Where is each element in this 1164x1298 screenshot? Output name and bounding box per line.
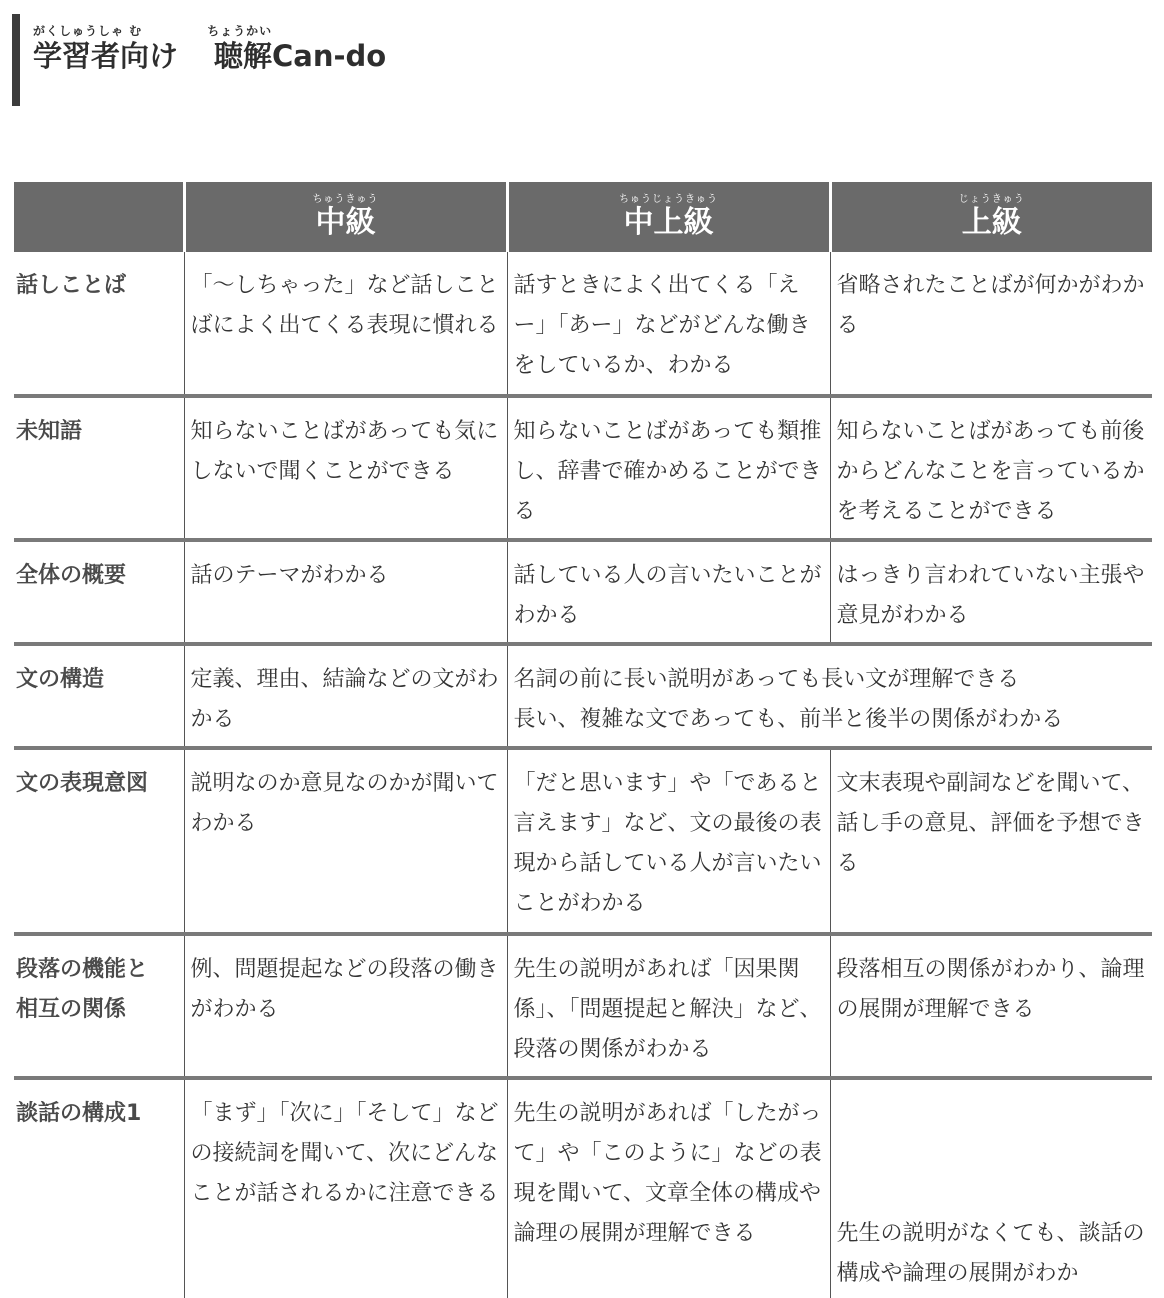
cell-advanced: はっきり言われていない主張や意見がわかる	[830, 540, 1152, 644]
row-header-line-1: 段落の機能と	[16, 957, 149, 982]
table-row	[14, 1078, 1152, 1298]
table-row	[14, 934, 1152, 1078]
row-header: 文の表現意図	[14, 748, 184, 934]
table-row	[14, 252, 1152, 396]
row-header-line-2: 相互の関係	[16, 997, 127, 1022]
table-row	[14, 644, 1152, 748]
row-header: 文の構造	[14, 644, 184, 748]
row-header: 全体の概要	[14, 540, 184, 644]
header-upper-intermediate: ちゅうじょうきゅう 中上級	[507, 182, 830, 252]
title-left: 学習者向け	[33, 39, 179, 73]
row-header: 談話の構成1	[14, 1078, 184, 1298]
row-header: 未知語	[14, 396, 184, 540]
header-advanced: じょうきゅう 上級	[830, 182, 1152, 252]
row-header	[14, 934, 184, 1078]
page-title	[33, 22, 386, 74]
header-intermediate: ちゅうきゅう 中級	[184, 182, 507, 252]
merged-line-1: 名詞の前に長い説明があっても長い文が理解できる	[513, 667, 1020, 692]
title-accent-bar	[12, 14, 20, 106]
cell-upper-intermediate: 先生の説明があれば「したがって」や「このように」などの表現を聞いて、文章全体の構成や論理の展開が理解できる	[507, 1078, 830, 1298]
cell-advanced: 省略されたことばが何かがわかる	[830, 252, 1152, 396]
cell-advanced: 文末表現や副詞などを聞いて、話し手の意見、評価を予想できる	[830, 748, 1152, 934]
cell-intermediate: 例、問題提起などの段落の働きがわかる	[184, 934, 507, 1078]
cando-table	[14, 182, 1152, 1298]
cell-intermediate: 話のテーマがわかる	[184, 540, 507, 644]
cell-intermediate: 「まず」「次に」「そして」などの接続詞を聞いて、次にどんなことが話されるかに注意できる	[184, 1078, 507, 1298]
merged-line-2: 長い、複雑な文であっても、前半と後半の関係がわかる	[513, 707, 1064, 732]
cell-upper-intermediate: 先生の説明があれば「因果関係」、「問題提起と解決」など、段落の関係がわかる	[507, 934, 830, 1078]
cell-intermediate: 説明なのか意見なのかが聞いてわかる	[184, 748, 507, 934]
table-header-row	[14, 182, 1152, 252]
cell-upper-intermediate: 知らないことばがあっても類推し、辞書で確かめることができる	[507, 396, 830, 540]
table-row	[14, 396, 1152, 540]
cell-intermediate: 知らないことばがあっても気にしないで聞くことができる	[184, 396, 507, 540]
cell-upper-intermediate: 話すときによく出てくる「えー」「あー」などがどんな働きをしているか、わかる	[507, 252, 830, 396]
title-right: 聴解Can-do	[214, 39, 387, 73]
cell-upper-intermediate: 「だと思います」や「であると言えます」など、文の最後の表現から話している人が言いたいことがわかる	[507, 748, 830, 934]
cell-advanced: 段落相互の関係がわかり、論理の展開が理解できる	[830, 934, 1152, 1078]
cell-advanced: 知らないことばがあっても前後からどんなことを言っているかを考えることができる	[830, 396, 1152, 540]
title-ruby: がくしゅうしゃ む ちょうかい	[33, 24, 273, 38]
cell-upper-advanced-merged	[507, 644, 1152, 748]
row-header: 話しことば	[16, 273, 127, 298]
cell-upper-intermediate: 話している人の言いたいことがわかる	[507, 540, 830, 644]
cell-intermediate: 「～しちゃった」など話しことばによく出てくる表現に慣れる	[184, 252, 507, 396]
cell-advanced: 先生の説明がなくても、談話の構成や論理の展開がわか	[830, 1078, 1152, 1298]
table-row	[14, 540, 1152, 644]
cell-intermediate: 定義、理由、結論などの文がわかる	[184, 644, 507, 748]
table-row	[14, 748, 1152, 934]
header-empty	[14, 182, 184, 252]
